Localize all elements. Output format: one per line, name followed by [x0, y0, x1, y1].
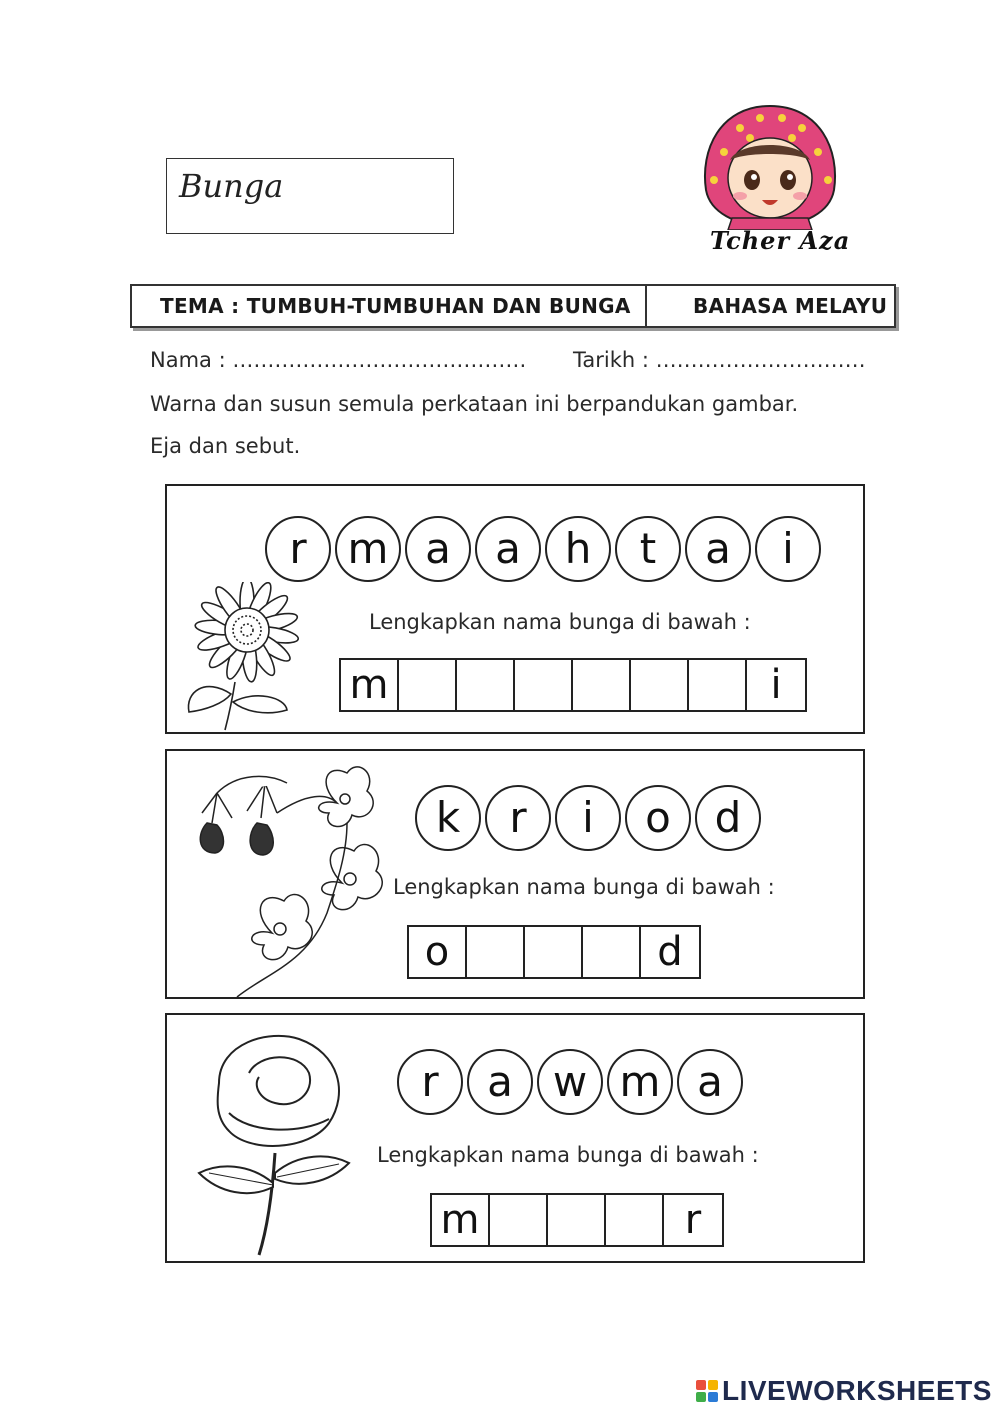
- letter-circle[interactable]: k: [415, 785, 481, 851]
- letter-circle[interactable]: a: [685, 516, 751, 582]
- answer-box[interactable]: d: [657, 929, 683, 975]
- answer-box[interactable]: i: [770, 662, 782, 708]
- instruction-line-2: Eja dan sebut.: [150, 434, 301, 458]
- theme-label: TEMA : TUMBUH-TUMBUHAN DAN BUNGA: [132, 286, 647, 326]
- answer-boxes-3: [430, 1193, 724, 1247]
- brand-name: Tcher Aza: [710, 226, 851, 255]
- title-box: [166, 158, 454, 234]
- logo-square-blue: [708, 1392, 718, 1402]
- logo-text: LIVEWORKSHEETS: [722, 1375, 992, 1406]
- letter-circle[interactable]: i: [555, 785, 621, 851]
- letter-circle[interactable]: a: [405, 516, 471, 582]
- letter-circle[interactable]: t: [615, 516, 681, 582]
- letter-circle[interactable]: r: [397, 1049, 463, 1115]
- date-field[interactable]: Tarikh : …………………………: [573, 348, 866, 372]
- liveworksheets-logo[interactable]: [696, 1374, 992, 1408]
- mascot-logo: [680, 100, 860, 270]
- scrambled-letters-2: [415, 785, 761, 851]
- letter-circle[interactable]: i: [755, 516, 821, 582]
- answer-box[interactable]: o: [409, 927, 467, 977]
- logo-square-green: [696, 1392, 706, 1402]
- answer-box[interactable]: r: [684, 1197, 702, 1243]
- rose-icon: [189, 1023, 369, 1259]
- letter-circle[interactable]: h: [545, 516, 611, 582]
- logo-square-yellow: [708, 1380, 718, 1390]
- answer-box[interactable]: [467, 927, 525, 977]
- worksheet-title: Bunga: [179, 167, 284, 205]
- complete-prompt-3: Lengkapkan nama bunga di bawah :: [377, 1143, 759, 1167]
- sunflower-icon: [175, 582, 305, 732]
- letter-circle[interactable]: a: [475, 516, 541, 582]
- exercise-panel-3: [165, 1013, 865, 1263]
- answer-box[interactable]: [606, 1195, 664, 1245]
- answer-box[interactable]: [490, 1195, 548, 1245]
- instruction-line-1: Warna dan susun semula perkataan ini berpandukan gambar.: [150, 392, 799, 416]
- complete-prompt-1: Lengkapkan nama bunga di bawah :: [369, 610, 751, 634]
- girl-avatar-icon: [680, 100, 860, 230]
- letter-circle[interactable]: r: [485, 785, 551, 851]
- exercise-panel-1: [165, 484, 865, 734]
- exercise-panel-2: [165, 749, 865, 999]
- letter-circle[interactable]: m: [607, 1049, 673, 1115]
- scrambled-letters-1: [265, 516, 821, 582]
- answer-box[interactable]: [573, 660, 631, 710]
- orchid-icon: [177, 763, 397, 999]
- letter-circle[interactable]: a: [467, 1049, 533, 1115]
- name-field[interactable]: Nama : ……………………………………: [150, 348, 527, 372]
- liveworksheets-icon: [696, 1380, 718, 1402]
- answer-boxes-1: [339, 658, 807, 712]
- answer-box[interactable]: [515, 660, 573, 710]
- answer-box[interactable]: [457, 660, 515, 710]
- letter-circle[interactable]: a: [677, 1049, 743, 1115]
- answer-box[interactable]: [399, 660, 457, 710]
- answer-box[interactable]: [583, 927, 641, 977]
- complete-prompt-2: Lengkapkan nama bunga di bawah :: [393, 875, 775, 899]
- answer-box[interactable]: [525, 927, 583, 977]
- logo-square-red: [696, 1380, 706, 1390]
- answer-boxes-2: [407, 925, 701, 979]
- letter-circle[interactable]: w: [537, 1049, 603, 1115]
- letter-circle[interactable]: r: [265, 516, 331, 582]
- theme-header: [130, 284, 896, 328]
- subject-label: BAHASA MELAYU: [693, 294, 888, 318]
- letter-circle[interactable]: o: [625, 785, 691, 851]
- scrambled-letters-3: [397, 1049, 743, 1115]
- answer-box[interactable]: m: [341, 660, 399, 710]
- answer-box[interactable]: [689, 660, 747, 710]
- letter-circle[interactable]: m: [335, 516, 401, 582]
- answer-box[interactable]: [631, 660, 689, 710]
- answer-box[interactable]: [548, 1195, 606, 1245]
- answer-box[interactable]: m: [432, 1195, 490, 1245]
- letter-circle[interactable]: d: [695, 785, 761, 851]
